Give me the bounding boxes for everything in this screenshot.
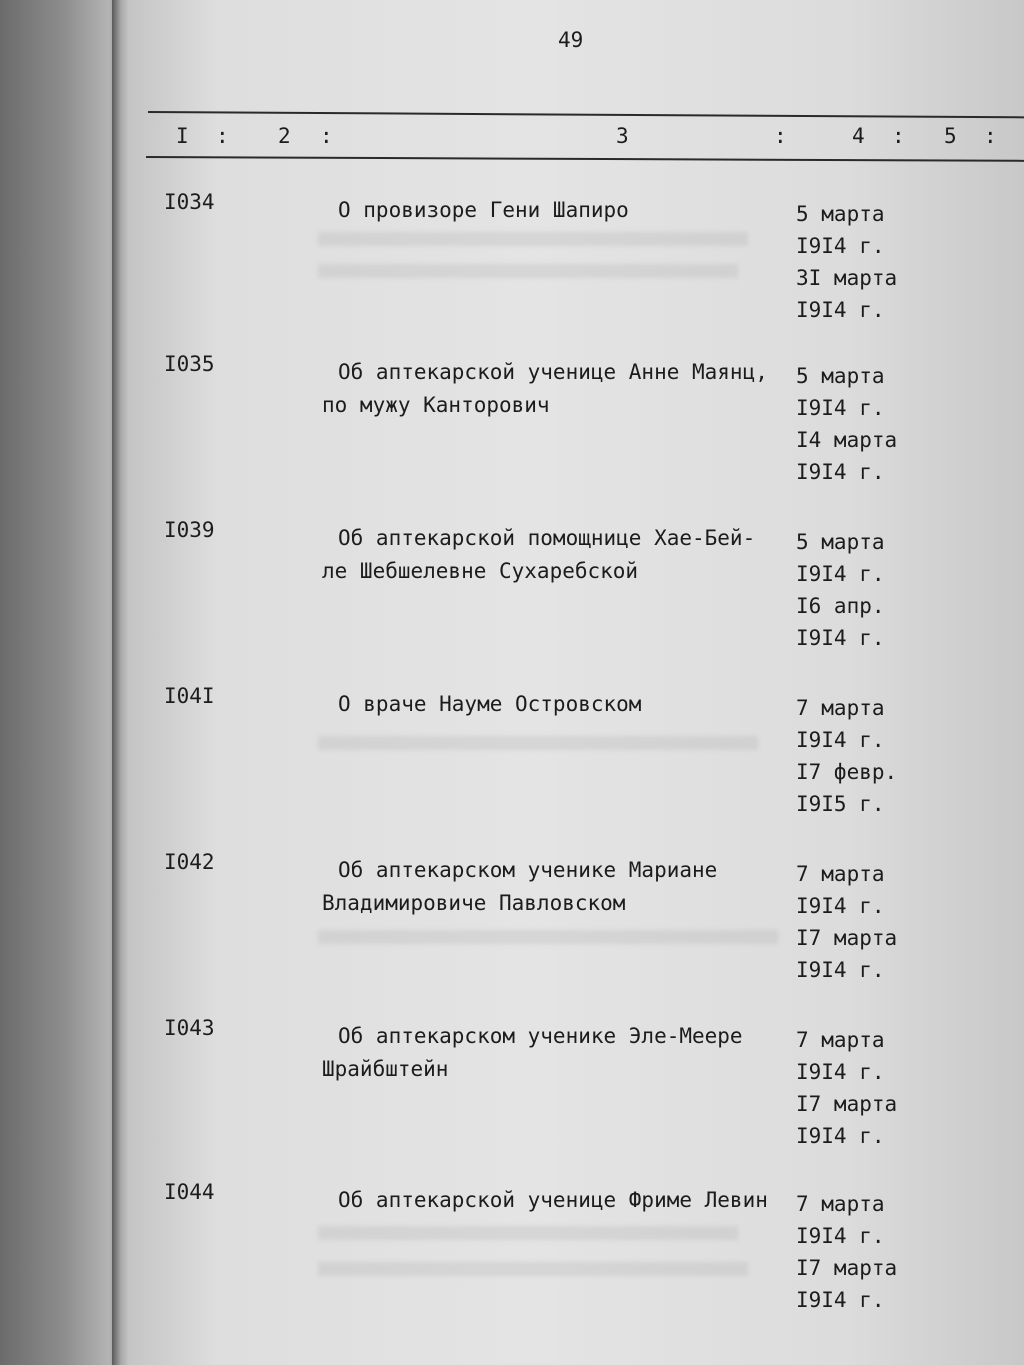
table-row bbox=[128, 684, 1024, 844]
column-separator: : bbox=[774, 124, 787, 148]
case-subject: Об аптекарском ученике Эле-Меере Шрайбштейн bbox=[322, 1024, 743, 1081]
column-separator: : bbox=[984, 124, 997, 148]
case-dates bbox=[796, 526, 885, 654]
end-date: I7 марта bbox=[796, 1092, 898, 1116]
case-number: I039 bbox=[164, 518, 215, 542]
column-separator: : bbox=[892, 124, 905, 148]
column-number: I bbox=[176, 124, 189, 148]
case-number: I042 bbox=[164, 850, 215, 874]
table-row bbox=[128, 850, 1024, 1010]
case-dates bbox=[796, 858, 897, 986]
end-date: I7 марта bbox=[796, 926, 898, 950]
start-date: 7 марта bbox=[796, 1192, 885, 1216]
start-date: 7 марта bbox=[796, 696, 885, 720]
case-subject: Об аптекарской помощнице Хае-Бей- ле Шебшелевне Сухаребской bbox=[322, 526, 756, 583]
case-dates bbox=[796, 692, 897, 820]
case-subject: Об аптекарской ученице Анне Маянц, по мужу Канторович bbox=[322, 360, 768, 417]
start-year: I9I4 г. bbox=[796, 396, 885, 420]
end-date: I4 марта bbox=[796, 428, 898, 452]
start-date: 7 марта bbox=[796, 862, 885, 886]
start-year: I9I4 г. bbox=[796, 1060, 885, 1084]
case-dates bbox=[796, 1024, 897, 1152]
start-year: I9I4 г. bbox=[796, 894, 885, 918]
header-rule-bottom bbox=[146, 156, 1024, 162]
end-year: I9I5 г. bbox=[796, 792, 885, 816]
start-year: I9I4 г. bbox=[796, 728, 885, 752]
start-date: 7 марта bbox=[796, 1028, 885, 1052]
case-subject: О провизоре Гени Шапиро bbox=[338, 198, 629, 222]
end-year: I9I4 г. bbox=[796, 1288, 885, 1312]
end-date: I7 марта bbox=[796, 1256, 898, 1280]
start-date: 5 марта bbox=[796, 364, 885, 388]
table-row bbox=[128, 190, 1024, 350]
column-separator: : bbox=[216, 124, 229, 148]
start-date: 5 марта bbox=[796, 530, 885, 554]
case-number: I044 bbox=[164, 1180, 215, 1204]
case-number: I043 bbox=[164, 1016, 215, 1040]
end-year: I9I4 г. bbox=[796, 626, 885, 650]
case-number: I04I bbox=[164, 684, 215, 708]
column-separator: : bbox=[320, 124, 333, 148]
case-subject: Об аптекарской ученице Фриме Левин bbox=[338, 1188, 768, 1212]
case-dates bbox=[796, 1188, 897, 1316]
case-subject: Об аптекарском ученике Мариане Владимировиче Павловском bbox=[322, 858, 718, 915]
start-year: I9I4 г. bbox=[796, 1224, 885, 1248]
table-row bbox=[128, 1016, 1024, 1176]
header-rule-top bbox=[148, 111, 1024, 118]
case-number: I035 bbox=[164, 352, 215, 376]
end-year: I9I4 г. bbox=[796, 958, 885, 982]
case-dates bbox=[796, 198, 897, 326]
end-date: I7 февр. bbox=[796, 760, 898, 784]
end-year: I9I4 г. bbox=[796, 298, 885, 322]
case-dates bbox=[796, 360, 897, 488]
column-number: 5 bbox=[944, 124, 957, 148]
column-number: 2 bbox=[278, 124, 291, 148]
start-year: I9I4 г. bbox=[796, 234, 885, 258]
page-number: 49 bbox=[558, 28, 584, 52]
case-number: I034 bbox=[164, 190, 215, 214]
start-year: I9I4 г. bbox=[796, 562, 885, 586]
end-year: I9I4 г. bbox=[796, 460, 885, 484]
end-date: I6 апр. bbox=[796, 594, 885, 618]
end-date: 3I марта bbox=[796, 266, 898, 290]
table-row bbox=[128, 518, 1024, 678]
column-number: 4 bbox=[852, 124, 865, 148]
document-page bbox=[128, 0, 1024, 1365]
column-number: 3 bbox=[616, 124, 629, 148]
start-date: 5 марта bbox=[796, 202, 885, 226]
left-page-edge bbox=[0, 0, 118, 1365]
table-row bbox=[128, 352, 1024, 512]
case-subject: О враче Науме Островском bbox=[338, 692, 642, 716]
table-row bbox=[128, 1180, 1024, 1340]
end-year: I9I4 г. bbox=[796, 1124, 885, 1148]
